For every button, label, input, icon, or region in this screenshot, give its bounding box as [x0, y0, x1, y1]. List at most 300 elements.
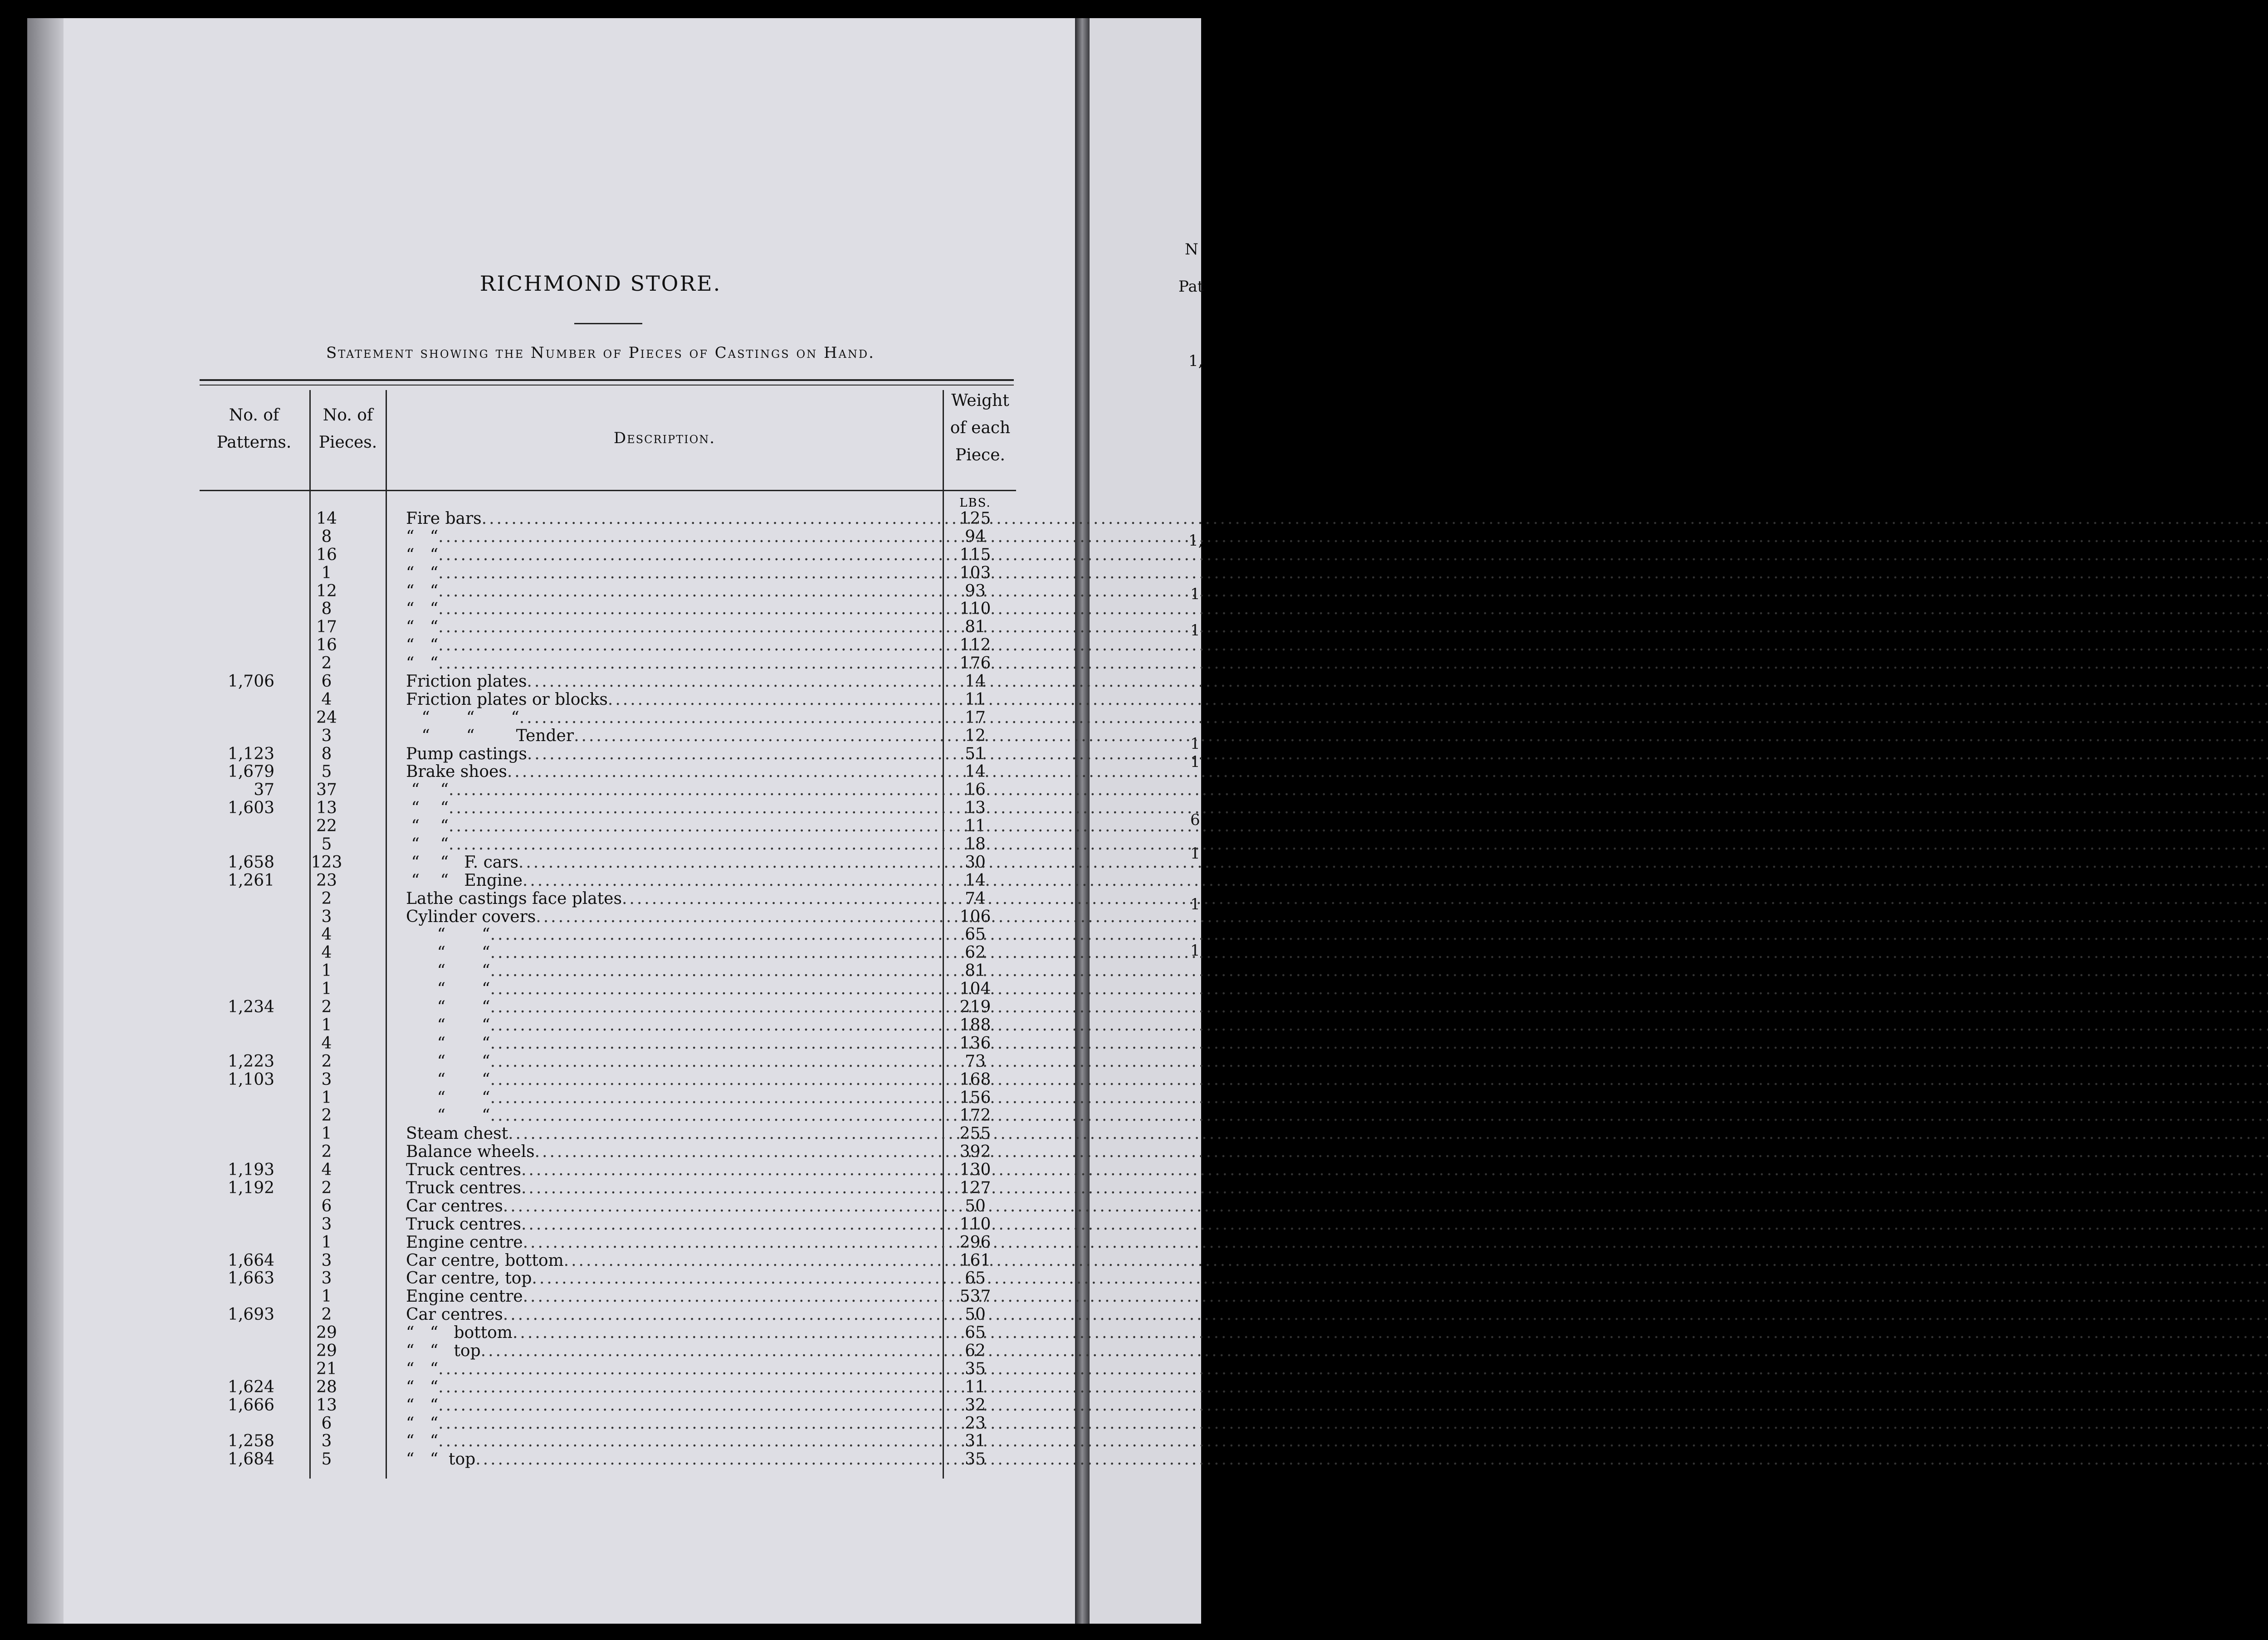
description-text: “ “ [406, 618, 439, 637]
patterns-cell: 1,666 [227, 1396, 274, 1415]
dot-leader [527, 673, 2268, 691]
weight-cell: 81 [965, 618, 986, 637]
dot-leader [532, 1269, 2268, 1288]
pieces-cell: 2 [321, 1305, 332, 1324]
table-row [200, 1360, 1016, 1378]
pieces-cell: 2 [321, 1142, 332, 1162]
description-text: “ “ [406, 1432, 439, 1451]
pieces-cell: 3 [321, 1215, 332, 1234]
table-row [200, 1288, 1016, 1306]
description-cell [406, 691, 1139, 709]
pieces-cell: 1 [321, 1015, 332, 1035]
pieces-cell: 4 [321, 1161, 332, 1180]
pieces-cell: 6 [321, 672, 332, 691]
dot-leader [519, 709, 2268, 727]
dot-leader [490, 944, 2268, 962]
table-row [200, 817, 1016, 835]
weight-cell: 11 [965, 817, 986, 836]
weight-cell: 62 [965, 1341, 986, 1360]
pieces-cell: 8 [321, 744, 332, 763]
pieces-cell: 1 [321, 563, 332, 582]
weight-cell: 130 [959, 1161, 991, 1180]
header-weight-line: of each [950, 419, 1011, 437]
description-text: “ “ [406, 998, 490, 1017]
weight-cell: 168 [959, 1070, 991, 1089]
pieces-cell: 28 [316, 1377, 337, 1396]
description-cell [406, 1143, 1139, 1161]
description-text: “ “ F. cars [406, 853, 518, 872]
dot-leader [438, 1415, 2268, 1433]
description-text: Friction plates or blocks [406, 690, 608, 709]
table-row [200, 727, 1016, 745]
table-row [200, 1161, 1016, 1179]
description-text: “ “ [406, 962, 490, 981]
pieces-cell: 1 [321, 962, 332, 981]
weight-cell: 296 [959, 1233, 991, 1252]
description-cell [406, 980, 1139, 998]
weight-cell: 50 [965, 1196, 986, 1215]
table-row [200, 1396, 1016, 1415]
description-text: “ “ Tender [406, 726, 574, 745]
pieces-cell: 3 [321, 1269, 332, 1288]
weight-cell: 172 [959, 1106, 991, 1125]
weight-cell: 31 [965, 1432, 986, 1451]
table-row [200, 1234, 1016, 1252]
table-row [200, 1415, 1016, 1433]
weight-cell: 219 [959, 998, 991, 1017]
pieces-cell: 1 [321, 980, 332, 999]
table-row [200, 546, 1016, 564]
table-row [200, 1324, 1016, 1342]
dot-leader [438, 546, 2268, 564]
table-row [200, 1107, 1016, 1125]
weight-cell: 65 [965, 925, 986, 944]
pieces-cell: 5 [321, 1450, 332, 1469]
adjacent-page-fragment: 1, [1188, 532, 1203, 550]
table-row [200, 1306, 1016, 1324]
description-text: “ “ [406, 1070, 490, 1089]
description-text: “ “ [406, 1106, 490, 1125]
adjacent-page-fragment: 1 [1190, 585, 1200, 603]
pieces-cell: 3 [321, 1251, 332, 1270]
table-row [200, 1252, 1016, 1270]
table-row [200, 1450, 1016, 1469]
weight-cell: 81 [965, 962, 986, 981]
dot-leader [503, 1306, 2268, 1324]
description-text: “ “ [406, 1396, 439, 1415]
table-row [200, 799, 1016, 817]
weight-cell: 35 [965, 1450, 986, 1469]
table-row [200, 1197, 1016, 1215]
dot-leader [523, 1234, 2268, 1252]
description-cell [406, 1197, 1139, 1215]
dot-leader [513, 1324, 2268, 1342]
description-text: “ “ [406, 1359, 439, 1378]
description-cell [406, 1016, 1139, 1035]
weight-cell: 115 [959, 545, 991, 564]
pieces-cell: 4 [321, 1034, 332, 1053]
table-row [200, 835, 1016, 854]
description-text: Steam chest [406, 1124, 508, 1143]
dot-leader [438, 618, 2268, 636]
dot-leader [438, 636, 2268, 654]
weight-cell: 65 [965, 1269, 986, 1288]
adjacent-page-fragment: 1 [1190, 621, 1200, 639]
patterns-cell: 1,706 [227, 672, 274, 691]
description-text: “ “ [406, 636, 439, 655]
dot-leader [490, 1071, 2268, 1089]
table-row [200, 1016, 1016, 1035]
table-row [200, 1342, 1016, 1360]
table-row [200, 1179, 1016, 1197]
table-row [200, 1215, 1016, 1234]
pieces-cell: 5 [321, 835, 332, 854]
dot-leader [449, 781, 2268, 799]
description-text: Friction plates [406, 672, 527, 691]
description-text: “ “ [406, 1015, 490, 1035]
pieces-cell: 3 [321, 1432, 332, 1451]
patterns-cell: 1,258 [227, 1432, 274, 1451]
description-cell [406, 998, 1139, 1016]
header-description: Description. [613, 429, 716, 447]
patterns-cell: 1,664 [227, 1251, 274, 1270]
dot-leader [535, 1143, 2268, 1161]
description-text: Car centres [406, 1305, 503, 1324]
pieces-cell: 2 [321, 1052, 332, 1071]
table-row [200, 763, 1016, 781]
table-row [200, 1269, 1016, 1288]
dot-leader [564, 1252, 2268, 1270]
weight-cell: 74 [965, 889, 986, 908]
pieces-cell: 17 [316, 618, 337, 637]
description-cell [406, 854, 1139, 872]
dot-leader [608, 691, 2268, 709]
dot-leader [523, 872, 2268, 890]
weight-cell: 73 [965, 1052, 986, 1071]
description-text: Truck centres [406, 1215, 521, 1234]
adjacent-page-fragment: 1 [1190, 895, 1200, 913]
dot-leader [490, 998, 2268, 1016]
description-text: “ “ [406, 1034, 490, 1053]
adjacent-page-fragment: 1 [1190, 735, 1200, 753]
weight-cell: 35 [965, 1359, 986, 1378]
table-top-rule [200, 385, 1014, 386]
dot-leader [438, 564, 2268, 582]
description-text: “ “ [406, 817, 449, 836]
description-cell [406, 817, 1139, 835]
dot-leader [438, 528, 2268, 546]
pieces-cell: 1 [321, 1088, 332, 1107]
description-cell [406, 1107, 1139, 1125]
header-bottom-rule [200, 490, 1016, 491]
description-cell [406, 1415, 1139, 1433]
table-row [200, 600, 1016, 618]
pieces-cell: 1 [321, 1233, 332, 1252]
description-text: Car centres [406, 1196, 503, 1215]
dot-leader [449, 799, 2268, 817]
weight-cell: 156 [959, 1088, 991, 1107]
patterns-cell: 1,103 [227, 1070, 274, 1089]
description-cell [406, 1252, 1139, 1270]
weight-cell: 255 [959, 1124, 991, 1143]
table-row [200, 890, 1016, 908]
description-cell [406, 1089, 1139, 1107]
dot-leader [490, 1053, 2268, 1071]
dot-leader [438, 600, 2268, 618]
adjacent-page-fragment: 1 [1190, 844, 1200, 863]
patterns-cell: 1,192 [227, 1178, 274, 1197]
adjacent-page-fragment: Pat [1178, 278, 1204, 296]
weight-cell: 12 [965, 726, 986, 745]
table-row [200, 1125, 1016, 1143]
table-row [200, 854, 1016, 872]
dot-leader [521, 1179, 2268, 1197]
table-row [200, 709, 1016, 727]
pieces-cell: 8 [321, 527, 332, 546]
weight-cell: 104 [959, 980, 991, 999]
weight-cell: 14 [965, 871, 986, 890]
patterns-cell: 1,684 [227, 1450, 274, 1469]
table-row [200, 636, 1016, 654]
weight-cell: 537 [959, 1287, 991, 1306]
description-cell [406, 1179, 1139, 1197]
description-text: Car centre, bottom [406, 1251, 564, 1270]
pieces-cell: 2 [321, 889, 332, 908]
header-patterns [200, 402, 308, 456]
description-cell [406, 1288, 1139, 1306]
table-row [200, 944, 1016, 962]
pieces-cell: 12 [316, 581, 337, 600]
patterns-cell: 1,223 [227, 1052, 274, 1071]
pieces-cell: 1 [321, 1124, 332, 1143]
description-cell [406, 1396, 1139, 1415]
patterns-cell: 1,624 [227, 1377, 274, 1396]
weight-cell: 11 [965, 690, 986, 709]
description-cell [406, 1125, 1139, 1143]
pieces-cell: 8 [321, 600, 332, 619]
description-cell [406, 1360, 1139, 1378]
dot-leader [438, 654, 2268, 673]
dot-leader [438, 582, 2268, 600]
weight-unit: LBS. [959, 496, 991, 510]
pieces-cell: 14 [316, 509, 337, 528]
dot-leader [507, 763, 2268, 781]
dot-leader [490, 1107, 2268, 1125]
description-cell [406, 654, 1139, 673]
description-cell [406, 962, 1139, 980]
header-patterns-line: Patterns. [216, 433, 292, 452]
description-text: Truck centres [406, 1178, 521, 1197]
dot-leader [490, 980, 2268, 998]
pieces-cell: 29 [316, 1323, 337, 1342]
pieces-cell: 2 [321, 654, 332, 673]
patterns-cell: 1,123 [227, 744, 274, 763]
description-cell [406, 528, 1139, 546]
description-text: “ “ [406, 1414, 439, 1433]
description-text: Engine centre [406, 1233, 523, 1252]
table-row [200, 528, 1016, 546]
dot-leader [490, 926, 2268, 944]
table-row [200, 1089, 1016, 1107]
weight-cell: 103 [959, 563, 991, 582]
description-cell [406, 745, 1139, 763]
dot-leader [574, 727, 2268, 745]
description-cell [406, 618, 1139, 636]
description-cell [406, 926, 1139, 944]
description-text: “ “ [406, 600, 439, 619]
weight-cell: 112 [959, 636, 991, 655]
pieces-cell: 29 [316, 1341, 337, 1360]
page-subtitle: Statement showing the Number of Pieces of Castings on Hand. [326, 344, 875, 362]
dot-leader [490, 1089, 2268, 1107]
table-row [200, 781, 1016, 799]
description-text: “ “ bottom [406, 1323, 513, 1342]
table-row [200, 1071, 1016, 1089]
pieces-cell: 5 [321, 762, 332, 781]
adjacent-page-fragment: 6 [1190, 811, 1200, 829]
weight-cell: 14 [965, 672, 986, 691]
description-cell [406, 763, 1139, 781]
castings-table [200, 379, 1016, 1477]
weight-cell: 176 [959, 654, 991, 673]
table-row [200, 691, 1016, 709]
table-row [200, 980, 1016, 998]
weight-cell: 51 [965, 744, 986, 763]
description-text: “ “ top [406, 1450, 476, 1469]
dot-leader [438, 1396, 2268, 1415]
table-row [200, 926, 1016, 944]
weight-cell: 11 [965, 1377, 986, 1396]
description-cell [406, 890, 1139, 908]
description-text: Car centre, top [406, 1269, 532, 1288]
pieces-cell: 37 [316, 781, 337, 800]
description-cell [406, 1215, 1139, 1234]
weight-cell: 30 [965, 853, 986, 872]
weight-cell: 93 [965, 581, 986, 600]
description-cell [406, 582, 1139, 600]
pieces-cell: 13 [316, 799, 337, 818]
table-row [200, 1143, 1016, 1161]
pieces-cell: 4 [321, 943, 332, 962]
title-divider [574, 323, 642, 324]
pieces-cell: 3 [321, 1070, 332, 1089]
weight-cell: 161 [959, 1251, 991, 1270]
description-text: “ “ top [406, 1341, 481, 1360]
weight-cell: 16 [965, 781, 986, 800]
header-weight-line: Weight [951, 391, 1009, 410]
pieces-cell: 6 [321, 1196, 332, 1215]
patterns-cell: 1,261 [227, 871, 274, 890]
pieces-cell: 2 [321, 1106, 332, 1125]
patterns-cell: 1,693 [227, 1305, 274, 1324]
table-top-rule [200, 379, 1014, 381]
description-cell [406, 1306, 1139, 1324]
page-gutter-shadow [27, 18, 64, 1624]
table-body [200, 510, 1016, 1469]
patterns-cell: 1,234 [227, 998, 274, 1017]
table-row [200, 654, 1016, 673]
description-text: “ “ “ [406, 708, 519, 727]
description-cell [406, 1432, 1139, 1450]
patterns-cell: 1,193 [227, 1161, 274, 1180]
dot-leader [438, 1378, 2268, 1396]
pieces-cell: 1 [321, 1287, 332, 1306]
pieces-cell: 6 [321, 1414, 332, 1433]
description-cell [406, 1342, 1139, 1360]
description-text: “ “ [406, 943, 490, 962]
pieces-cell: 21 [316, 1359, 337, 1378]
header-weight-line: Piece. [955, 446, 1005, 464]
header-pieces-line: No. of [323, 406, 373, 425]
description-cell [406, 908, 1139, 926]
dot-leader [449, 817, 2268, 835]
adjacent-page-fragment: N [1185, 240, 1198, 259]
pieces-cell: 2 [321, 998, 332, 1017]
table-row [200, 962, 1016, 980]
patterns-cell: 1,663 [227, 1269, 274, 1288]
description-cell [406, 799, 1139, 817]
dot-leader [521, 1215, 2268, 1234]
weight-cell: 94 [965, 527, 986, 546]
dot-leader [475, 1450, 2268, 1469]
description-cell [406, 872, 1139, 890]
table-row [200, 618, 1016, 636]
table-row [200, 745, 1016, 763]
pieces-cell: 4 [321, 925, 332, 944]
description-cell [406, 1269, 1139, 1288]
pieces-cell: 3 [321, 907, 332, 926]
description-cell [406, 673, 1139, 691]
pieces-cell: 16 [316, 636, 337, 655]
table-row [200, 673, 1016, 691]
dot-leader [482, 510, 2268, 528]
dot-leader [523, 1288, 2268, 1306]
description-text: Pump castings [406, 744, 527, 763]
description-text: Fire bars [406, 509, 482, 528]
patterns-cell: 37 [254, 781, 274, 800]
table-row [200, 1053, 1016, 1071]
pieces-cell: 4 [321, 690, 332, 709]
table-row [200, 908, 1016, 926]
description-cell [406, 1053, 1139, 1071]
description-cell [406, 1324, 1139, 1342]
description-text: “ “ Engine [406, 871, 523, 890]
description-cell [406, 1161, 1139, 1179]
weight-cell: 14 [965, 762, 986, 781]
description-text: Truck centres [406, 1161, 521, 1180]
pieces-cell: 3 [321, 726, 332, 745]
description-text: “ “ [406, 925, 490, 944]
table-row [200, 998, 1016, 1016]
description-cell [406, 781, 1139, 799]
table-row [200, 1432, 1016, 1450]
description-cell [406, 1234, 1139, 1252]
description-text: “ “ [406, 1052, 490, 1071]
description-cell [406, 510, 1139, 528]
table-row [200, 582, 1016, 600]
pieces-cell: 16 [316, 545, 337, 564]
dot-leader [438, 1360, 2268, 1378]
weight-cell: 18 [965, 835, 986, 854]
weight-cell: 392 [959, 1142, 991, 1162]
description-cell [406, 1450, 1139, 1469]
dot-leader [490, 1016, 2268, 1035]
dot-leader [490, 962, 2268, 980]
dot-leader [449, 835, 2268, 854]
weight-cell: 125 [959, 509, 991, 528]
description-text: Engine centre [406, 1287, 523, 1306]
weight-cell: 13 [965, 799, 986, 818]
